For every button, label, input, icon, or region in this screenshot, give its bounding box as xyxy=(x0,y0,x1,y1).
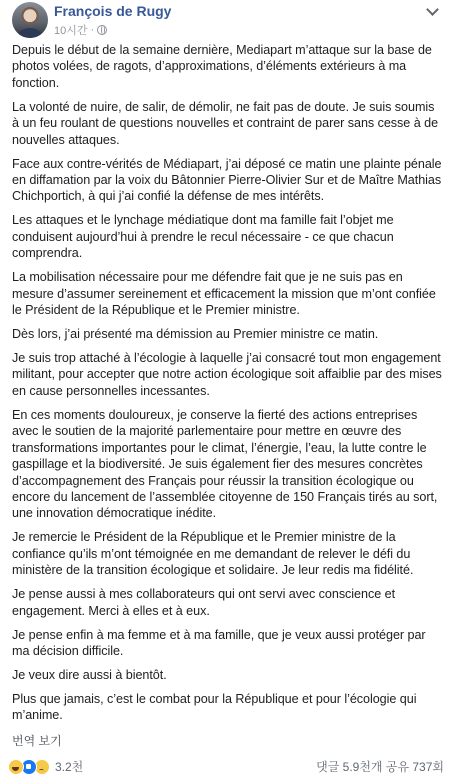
chevron-down-icon[interactable] xyxy=(426,4,440,18)
post-paragraph: La mobilisation nécessaire pour me défendre fait que je ne suis pas en mesure d’assumer sereinement et efficacement la mission que m’ont confiée le Président de la République et le Premier ministre. xyxy=(12,270,436,318)
post-meta xyxy=(54,22,107,38)
post-paragraph: Je veux dire aussi à bientôt. xyxy=(12,667,167,682)
post-paragraph: En ces moments douloureux, je conserve la fierté des actions entreprises avec le soutien de la majorité parlementaire pour mettre en œuvre des transformations importantes pour le climat, l’énergie, l’eau, la lutte contre le gaspillage et la biodiversité. Je suis également fier des mesures concrètes d’accompagnement des Français pour réussir la transition écologique ou encore du lancement de l’assemblée citoyenne de 150 Français tirés au sort, une innovation démocratique inédite. xyxy=(12,407,438,521)
post-paragraph: Les attaques et le lynchage médiatique dont ma famille fait l’objet me conduisent aujourd’hui à prendre le recul nécessaire - ce que chacun comprendra. xyxy=(12,213,394,261)
post-paragraph: La volonté de nuire, de salir, de démolir, ne fait pas de doute. Je suis soumis à un feu roulant de questions nouvelles et contraint de parer sans cesse à de nouvelles attaques. xyxy=(12,99,439,147)
reactions-summary[interactable] xyxy=(8,758,83,775)
post-paragraph: Plus que jamais, c’est le combat pour la République et pour l’écologie qui m’anime. xyxy=(12,691,417,723)
post-paragraph: Dès lors, j’ai présenté ma démission au Premier ministre ce matin. xyxy=(12,327,379,342)
post-paragraph: Je suis trop attaché à l’écologie à laquelle j’ai consacré tout mon engagement militant, pour accepter que notre action écologique soit affaiblie par des mises en cause personnelles incessantes. xyxy=(12,351,442,398)
post-paragraph: Depuis le début de la semaine dernière, Mediapart m’attaque sur la base de photos volées, de ragots, d’approximations, d’éléments extérieurs à ma fonction. xyxy=(12,43,432,90)
haha-reaction-icon xyxy=(8,759,24,775)
comments-shares-count[interactable]: 댓글 5.9천개 공유 737회 xyxy=(316,760,444,774)
post-paragraph: Face aux contre-vérités de Médiapart, j’ai déposé ce matin une plainte pénale en diffamation par la voix du Bâtonnier Pierre-Olivier Sur et de Maître Mathias Chichportich, à qui j’ai confié la défense de mes intérêts. xyxy=(12,156,442,204)
post-paragraph: Je remercie le Président de la République et le Premier ministre de la confiance qu’ils m’ont témoignée en me demandant de relever le défi du ministère de la transition écologique et solidaire. Je leur redis ma fidélité. xyxy=(12,530,414,578)
post-time[interactable]: 10시간 xyxy=(54,25,88,37)
translate-link[interactable]: 번역 보기 xyxy=(12,734,62,748)
globe-icon xyxy=(97,25,107,35)
post-footer xyxy=(8,758,444,776)
reaction-count: 3.2천 xyxy=(55,760,84,774)
post-header xyxy=(12,2,442,38)
post-paragraph: Je pense enfin à ma femme et à ma famille, que je veux aussi protéger par ma décision difficile. xyxy=(12,627,426,658)
post-body xyxy=(12,42,444,731)
post-paragraph: Je pense aussi à mes collaborateurs qui ont servi avec conscience et engagement. Merci à elles et à eux. xyxy=(12,587,396,618)
author-name[interactable]: François de Rugy xyxy=(54,3,172,19)
avatar[interactable] xyxy=(12,2,48,38)
separator-dot: · xyxy=(90,24,95,36)
